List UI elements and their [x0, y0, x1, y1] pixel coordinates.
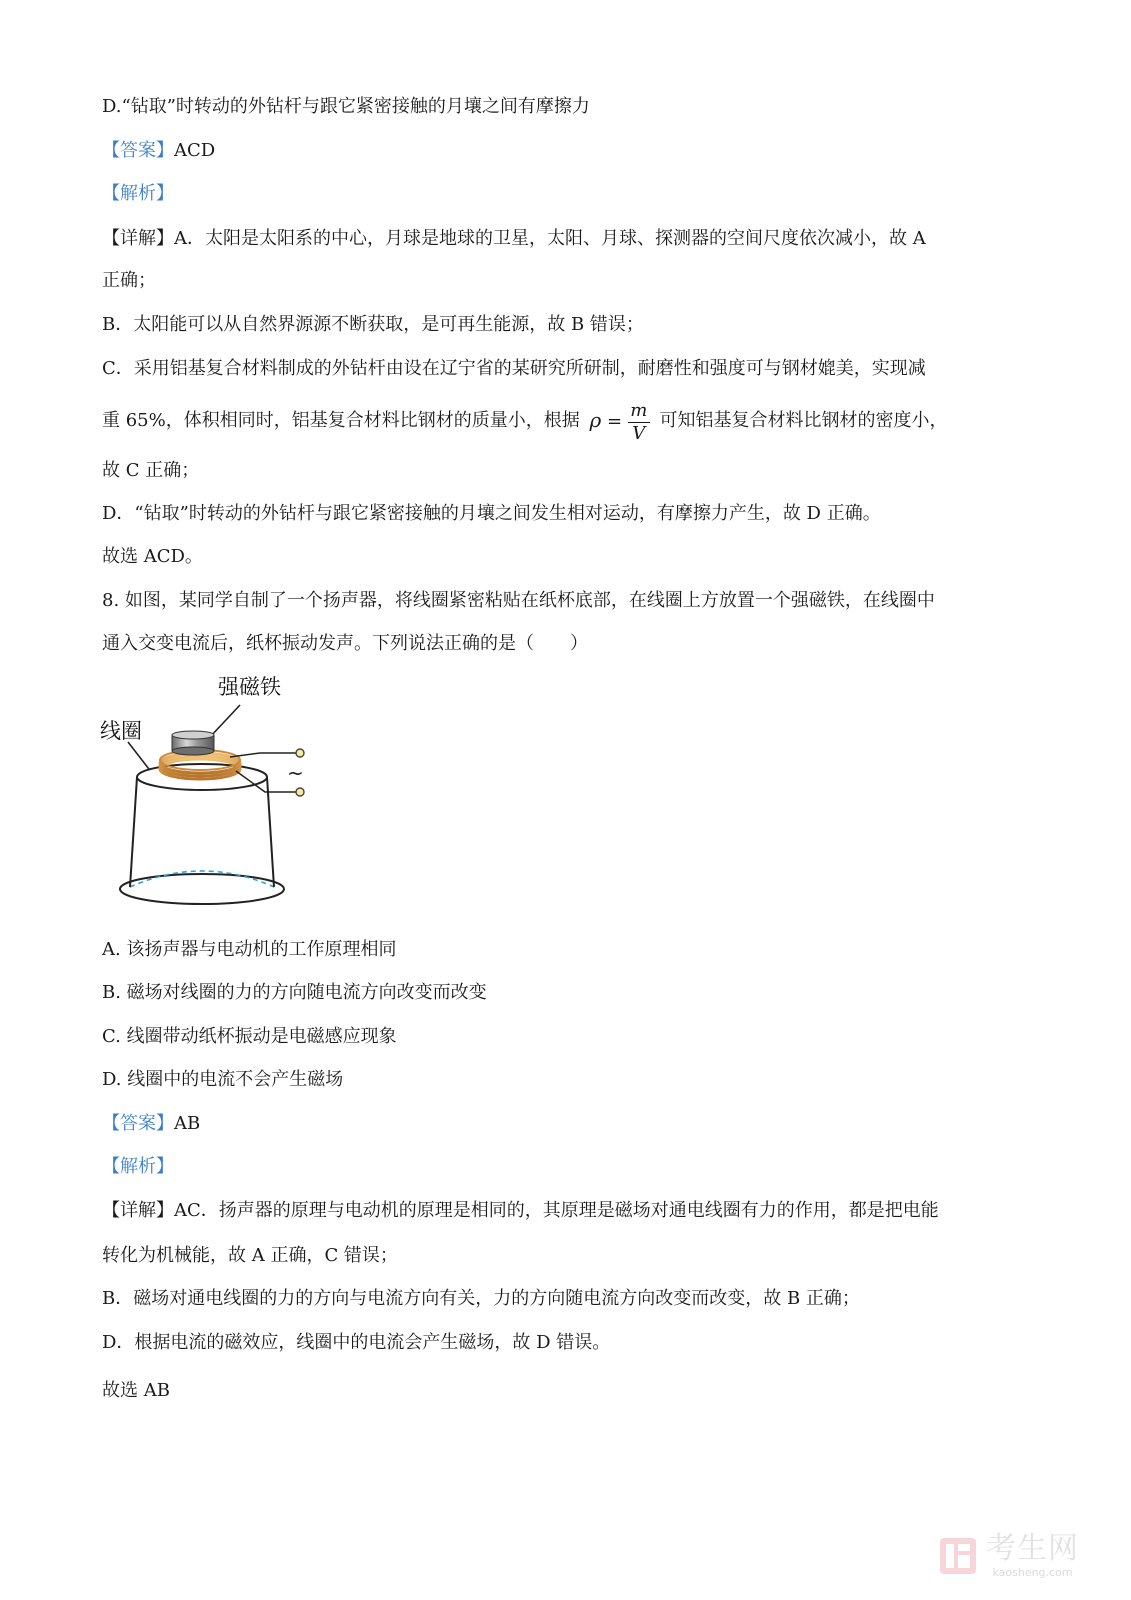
q8-stem-line2: 通入交变电流后，纸杯振动发声。下列说法正确的是（ ）	[102, 633, 588, 654]
q8-option-c: C. 线圈带动纸杯振动是电磁感应现象	[102, 1026, 397, 1047]
answer-value: ACD	[174, 140, 216, 161]
watermark-sub: kaosheng.com	[992, 1566, 1073, 1579]
formula-equals: =	[606, 411, 623, 432]
formula-denominator: V	[632, 422, 646, 444]
kaosheng-logo-icon	[938, 1536, 978, 1576]
formula-rho: ρ	[589, 408, 602, 432]
q8-stem-line1: 8. 如图，某同学自制了一个扬声器，将线圈紧密粘贴在纸杯底部，在线圈上方放置一个强磁铁，在线圈中	[102, 590, 935, 611]
detail-a-text: A．太阳是太阳系的中心，月球是地球的卫星，太阳、月球、探测器的空间尺度依次减小，故 A	[174, 228, 926, 249]
formula-numerator: m	[630, 399, 648, 421]
prev-answer-line	[102, 138, 215, 164]
answer-tag: 【答案】	[102, 140, 174, 161]
coil-pointer-line	[128, 742, 152, 773]
q8-option-b: B. 磁场对线圈的力的方向随电流方向改变而改变	[102, 982, 487, 1003]
q8-option-a: A. 该扬声器与电动机的工作原理相同	[102, 939, 397, 960]
label-coil: 线圈	[100, 719, 142, 743]
prev-detail-d: D．“钻取”时转动的外钻杆与跟它紧密接触的月壤之间发生相对运动，有摩擦力产生，故 D 正确。	[102, 503, 881, 524]
watermark	[938, 1531, 1079, 1579]
detail-tag: 【详解】	[102, 1200, 174, 1221]
prev-detail-c-line2	[102, 396, 948, 446]
analysis-tag: 【解析】	[102, 1156, 174, 1177]
q8-analysis-tag	[102, 1154, 174, 1180]
analysis-tag: 【解析】	[102, 183, 174, 204]
q8-detail-b: B．磁场对通电线圈的力的方向与电流方向有关，力的方向随电流方向改变而改变，故 B 正确；	[102, 1288, 860, 1309]
magnet	[172, 731, 214, 755]
cup-left-wall	[130, 777, 137, 887]
q8-conclusion: 故选 AB	[102, 1380, 170, 1401]
prev-detail-a-line1	[102, 226, 926, 252]
density-formula	[589, 396, 649, 446]
terminal-bottom	[296, 788, 304, 796]
cup-brim	[120, 874, 284, 904]
prev-option-d: D.“钻取”时转动的外钻杆与跟它紧密接触的月壤之间有摩擦力	[102, 96, 590, 117]
speaker-figure	[100, 665, 320, 930]
ac-symbol: ~	[287, 761, 304, 785]
q8-detail-ac-line2: 转化为机械能，故 A 正确，C 错误；	[102, 1245, 398, 1266]
prev-detail-b: B．太阳能可以从自然界源源不断获取，是可再生能源，故 B 错误；	[102, 314, 644, 335]
q8-detail-d: D．根据电流的磁效应，线圈中的电流会产生磁场，故 D 错误。	[102, 1332, 611, 1353]
formula-fraction	[628, 401, 650, 444]
detail-c-text-before: 重 65%，体积相同时，铝基复合材料比钢材的质量小，根据	[102, 410, 580, 431]
detail-tag: 【详解】	[102, 228, 174, 249]
watermark-main: 考生网	[986, 1531, 1079, 1566]
magnet-pointer-line	[210, 705, 240, 737]
answer-tag: 【答案】	[102, 1113, 174, 1134]
answer-value: AB	[174, 1113, 201, 1134]
speaker-diagram	[100, 665, 320, 930]
prev-detail-c-line3: 故 C 正确；	[102, 460, 200, 481]
prev-conclusion: 故选 ACD。	[102, 546, 203, 567]
detail-ac-text: AC．扬声器的原理与电动机的原理是相同的，其原理是磁场对通电线圈有力的作用，都是把电能	[174, 1200, 939, 1221]
q8-detail-ac-line1	[102, 1198, 939, 1224]
prev-detail-a-line2: 正确；	[102, 270, 156, 291]
watermark-text	[986, 1531, 1079, 1579]
detail-c-text-after: 可知铝基复合材料比钢材的密度小，	[659, 410, 948, 431]
prev-detail-c-line1: C．采用铝基复合材料制成的外钻杆由设在辽宁省的某研究所研制，耐磨性和强度可与钢材媲美，实现减	[102, 358, 926, 379]
q8-answer-line	[102, 1111, 200, 1137]
prev-analysis-tag	[102, 181, 174, 207]
cup-right-wall	[267, 777, 274, 887]
q8-option-d: D. 线圈中的电流不会产生磁场	[102, 1069, 344, 1090]
lead-wire-top	[230, 753, 297, 757]
terminal-top	[296, 749, 304, 757]
label-magnet: 强磁铁	[218, 675, 281, 699]
